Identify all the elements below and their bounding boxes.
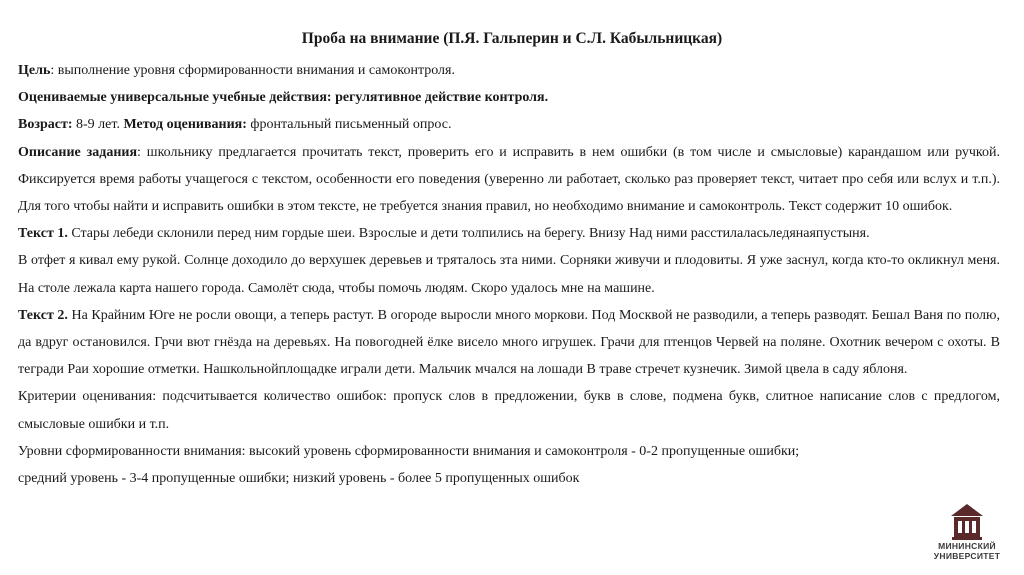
logo-line2: УНИВЕРСИТЕТ [933, 551, 1001, 561]
levels-line1: Уровни сформированности внимания: высокий уровень сформированности внимания и самоконтроля - 0-2 пропущенные ошибки; [18, 443, 800, 459]
university-logo [921, 503, 1013, 567]
document-body [18, 57, 1000, 492]
goal-paragraph [18, 57, 1000, 84]
goal-label: Цель [18, 63, 51, 78]
criteria-paragraph: Критерии оценивания: подсчитывается количество ошибок: пропуск слов в предложении, букв в слове, подмена букв, слитное написание слов с предлогом, смысловые ошибки и т.п. [18, 389, 1000, 432]
text1-paragraph [18, 220, 1000, 247]
building-icon [950, 503, 984, 541]
description-paragraph [18, 139, 1000, 221]
text1-line1: Стары лебеди склонили перед ним гордые шеи. Взрослые и дети толпились на берегу. Внизу Над ними расстилаласьледянаяпустыня. [67, 226, 870, 242]
method-value: фронтальный письменный опрос. [246, 117, 452, 133]
text1-continuation: В отфет я кивал ему рукой. Солнце доходило до верхушек деревьев и тряталось зта ними. Сорняки живучи и плодовиты. Я уже заснул, когда кто-то окликнул меня. На столе лежала карта нашего города. Самолёт сюда, чтобы помочь людям. Скоро удалось мне на машине. [18, 253, 1000, 296]
description-label: Описание задания [18, 144, 138, 160]
age-label: Возраст: [18, 117, 73, 133]
text2-label: Текст 2. [18, 307, 68, 323]
age-paragraph [18, 111, 1000, 138]
text1-label: Текст 1. [18, 226, 68, 242]
text2-paragraph [18, 302, 1000, 384]
page-title: Проба на внимание (П.Я. Гальперин и С.Л. Кабыльницкая) [301, 30, 723, 47]
logo-line1: МИНИНСКИЙ [938, 541, 996, 551]
age-value: 8-9 лет. [72, 117, 124, 133]
actions-paragraph [18, 84, 1000, 111]
levels-line2: средний уровень - 3-4 пропущенные ошибки; низкий уровень - более 5 пропущенных ошибок [18, 471, 580, 487]
actions-text: Оцениваемые универсальные учебные действия: регулятивное действие контроля. [18, 90, 549, 106]
method-label: Метод оценивания: [123, 117, 247, 133]
description-text: : школьнику предлагается прочитать текст, проверить его и исправить в нем ошибки (в том числе и смысловые) карандашом или ручкой. Фиксируется время работы учащегося с текстом, особенности его поведения (уверенно ли работает, сколько раз проверяет текст, читает про себя или вслух и т.п.). Для того чтобы найти и исправить ошибки в этом тексте, не требуется знания правил, но необходимо внимание и самоконтроль. Текст содержит 10 ошибок. [18, 144, 1001, 215]
text2-text: На Крайним Юге не росли овощи, а теперь растут. В огороде выросли много моркови. Под Москвой не разводили, а теперь разводят. Бешал Ваня по полю, да вдруг остановился. Грчи вют гнёзда на деревьях. На повогодней ёлке висело много игрушек. Грачи для птенцов Червей на поляне. Охотник вечером с охоты. В тегради Раи хорошие отметки. Нашкольнойплощадке играли дети. Мальчик мчался на лошади В траве стречет кузнечик. Зимой цвела в саду яблоня. [18, 307, 1000, 378]
goal-text: : выполнение уровня сформированности внимания и самоконтроля. [50, 63, 455, 78]
